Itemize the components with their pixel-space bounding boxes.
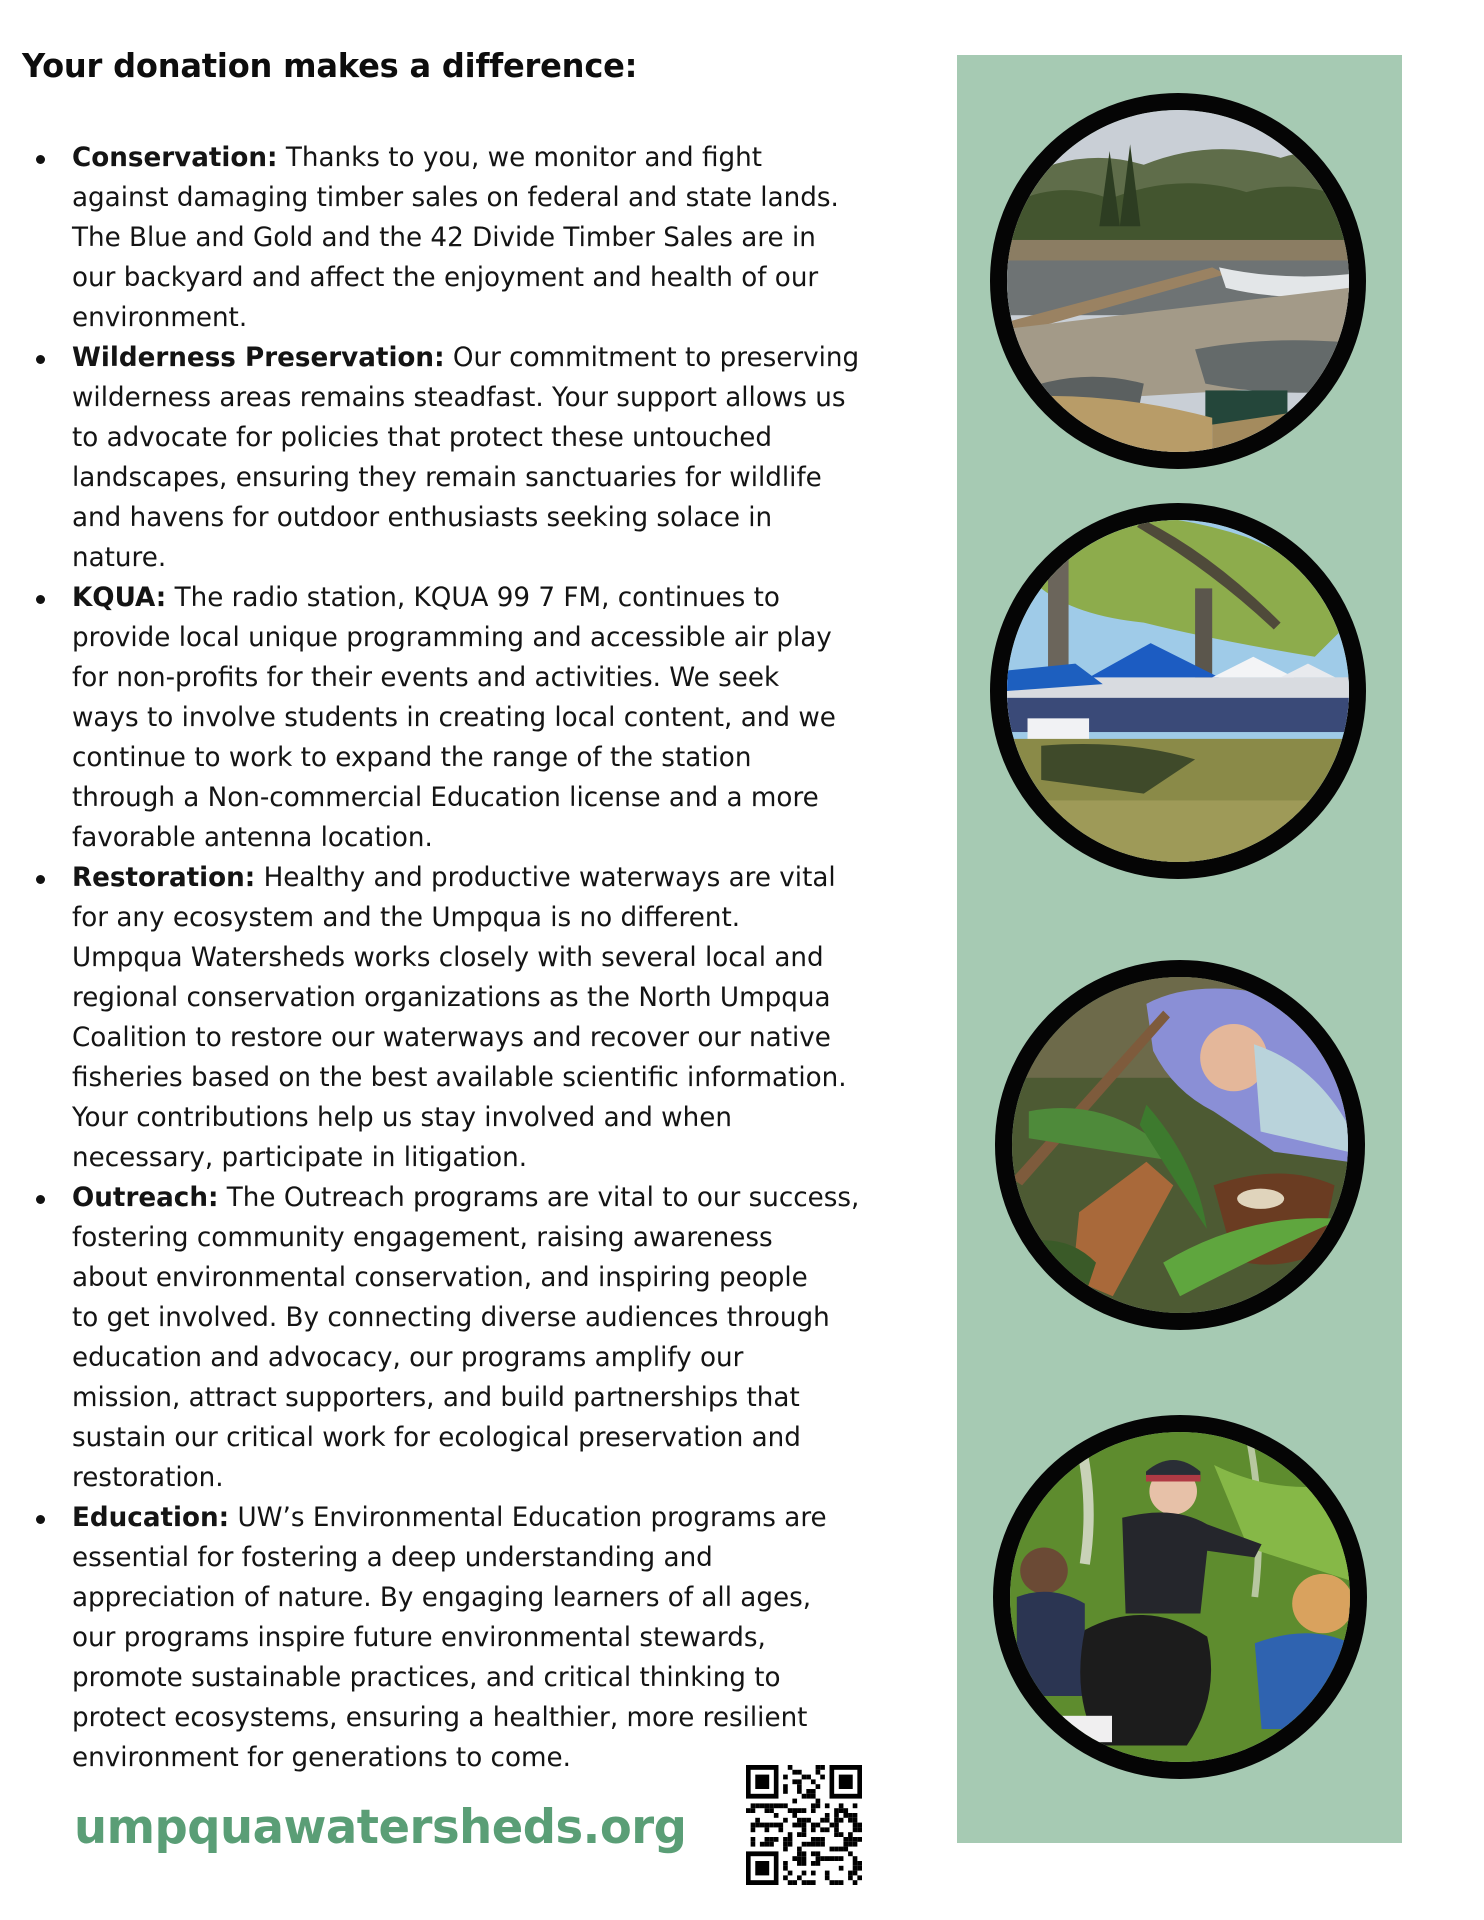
qr-module [806, 1818, 811, 1823]
qr-module [820, 1827, 825, 1832]
page-heading: Your donation makes a difference: [22, 46, 638, 85]
qr-module [760, 1823, 765, 1828]
qr-module [853, 1871, 858, 1876]
qr-module [853, 1827, 858, 1832]
text-line [72, 858, 930, 898]
qr-module [811, 1827, 816, 1832]
item-text: essential for fostering a deep understanding and [72, 1542, 713, 1573]
qr-module [806, 1775, 811, 1780]
qr-module [811, 1779, 816, 1784]
text-line [72, 1018, 930, 1058]
qr-module [848, 1832, 853, 1837]
qr-module [853, 1818, 858, 1823]
qr-module [751, 1808, 756, 1813]
qr-module [774, 1803, 779, 1808]
text-line [72, 1578, 930, 1618]
qr-module [820, 1837, 825, 1842]
qr-module [792, 1856, 797, 1861]
qr-module [839, 1775, 853, 1789]
qr-module [797, 1770, 802, 1775]
qr-module [834, 1818, 839, 1823]
text-line [72, 898, 930, 938]
item-text: wilderness areas remains steadfast. Your support allows us [72, 382, 846, 413]
item-text: continue to work to expand the range of the station [72, 742, 752, 773]
text-line [72, 458, 930, 498]
qr-module [816, 1837, 821, 1842]
text-line [72, 1418, 930, 1458]
text-line [72, 1618, 930, 1658]
qr-module [839, 1818, 844, 1823]
item-text: for non-profits for their events and activities. We seek [72, 662, 780, 693]
text-line [72, 418, 930, 458]
qr-module [788, 1765, 793, 1770]
item-text: education and advocacy, our programs amplify our [72, 1342, 744, 1373]
list-item [0, 338, 940, 578]
item-term: Restoration: [72, 862, 256, 893]
item-text: necessary, participate in litigation. [72, 1142, 528, 1173]
qr-module [769, 1842, 774, 1847]
qr-module [848, 1842, 853, 1847]
qr-module [802, 1842, 807, 1847]
qr-module [774, 1813, 779, 1818]
qr-module [769, 1837, 774, 1842]
qr-module [792, 1823, 797, 1828]
qr-module [830, 1856, 835, 1861]
qr-module [843, 1837, 848, 1842]
qr-module [792, 1779, 797, 1784]
qr-module [825, 1803, 830, 1808]
qr-module [848, 1875, 853, 1880]
qr-module [820, 1775, 825, 1780]
qr-module [797, 1851, 802, 1856]
qr-module [816, 1823, 821, 1828]
qr-module [839, 1803, 844, 1808]
qr-module [811, 1842, 816, 1847]
qr-module [843, 1813, 848, 1818]
text-line [72, 298, 930, 338]
qr-module [792, 1880, 797, 1885]
qr-module [825, 1856, 830, 1861]
qr-module [848, 1813, 853, 1818]
qr-module [751, 1842, 756, 1847]
qr-module [816, 1856, 821, 1861]
qr-module [755, 1818, 760, 1823]
qr-module [853, 1842, 858, 1847]
qr-module [857, 1875, 862, 1880]
bullet-icon [36, 355, 45, 364]
qr-module [783, 1803, 788, 1808]
item-text: Umpqua Watersheds works closely with several local and [72, 942, 824, 973]
qr-code-icon[interactable] [746, 1765, 862, 1885]
qr-module [792, 1770, 797, 1775]
item-text: sustain our critical work for ecological preservation and [72, 1422, 801, 1453]
item-text: appreciation of nature. By engaging learners of all ages, [72, 1582, 812, 1613]
text-line [72, 1458, 930, 1498]
qr-module [792, 1808, 797, 1813]
qr-module [788, 1842, 793, 1847]
qr-module [751, 1803, 756, 1808]
qr-module [825, 1827, 830, 1832]
qr-module [797, 1789, 802, 1794]
qr-module [811, 1880, 816, 1885]
qr-module [839, 1832, 844, 1837]
item-text: through a Non-commercial Education license and a more [72, 782, 819, 813]
qr-module [802, 1775, 807, 1780]
item-text: environment. [72, 302, 248, 333]
qr-module [843, 1808, 848, 1813]
qr-module [848, 1871, 853, 1876]
item-text: The radio station, KQUA 99 7 FM, continues to [166, 582, 780, 613]
text-line [72, 258, 930, 298]
list-item [0, 1178, 940, 1498]
qr-module [820, 1765, 825, 1770]
qr-module [751, 1827, 756, 1832]
text-line [72, 1378, 930, 1418]
item-text: The Outreach programs are vital to our success, [218, 1182, 860, 1213]
qr-module [797, 1818, 802, 1823]
qr-module [797, 1856, 802, 1861]
item-text: ways to involve students in creating local content, and we [72, 702, 836, 733]
qr-module [830, 1847, 835, 1852]
qr-module [783, 1847, 788, 1852]
text-line [72, 1218, 930, 1258]
text-line [72, 498, 930, 538]
qr-module [834, 1847, 839, 1852]
qr-module [825, 1871, 830, 1876]
qr-module [792, 1799, 797, 1804]
qr-module [816, 1765, 821, 1770]
bullet-icon [36, 1195, 45, 1204]
text-line [72, 538, 930, 578]
text-line [72, 178, 930, 218]
qr-module [857, 1823, 862, 1828]
qr-module [811, 1851, 816, 1856]
qr-module [755, 1823, 760, 1828]
qr-module [765, 1837, 770, 1842]
qr-module [816, 1784, 821, 1789]
text-line [72, 1178, 930, 1218]
qr-module [806, 1794, 811, 1799]
qr-module [839, 1808, 844, 1813]
item-text: promote sustainable practices, and critical thinking to [72, 1662, 781, 1693]
qr-module [811, 1823, 816, 1828]
qr-module [848, 1837, 853, 1842]
item-text: Thanks to you, we monitor and fight [277, 142, 762, 173]
qr-module [797, 1847, 802, 1852]
qr-module [788, 1880, 793, 1885]
qr-module [811, 1861, 816, 1866]
qr-module [760, 1803, 765, 1808]
item-text: Healthy and productive waterways are vital [255, 862, 836, 893]
item-text: nature. [72, 542, 167, 573]
text-line [72, 1138, 930, 1178]
qr-module [853, 1837, 858, 1842]
item-text: Our commitment to preserving [444, 342, 860, 373]
qr-module [853, 1856, 858, 1861]
qr-module [751, 1823, 756, 1828]
qr-module [811, 1794, 816, 1799]
text-line [72, 1338, 930, 1378]
qr-module [783, 1818, 788, 1823]
qr-module [783, 1842, 788, 1847]
qr-module [834, 1813, 839, 1818]
qr-module [806, 1880, 811, 1885]
text-line [72, 978, 930, 1018]
text-line [72, 338, 930, 378]
item-text: against damaging timber sales on federal and state lands. [72, 182, 839, 213]
item-text: our backyard and affect the enjoyment and health of our [72, 262, 819, 293]
qr-module [834, 1832, 839, 1837]
qr-module [816, 1842, 821, 1847]
item-term: Outreach: [72, 1182, 219, 1213]
item-text: The Blue and Gold and the 42 Divide Timber Sales are in [72, 222, 816, 253]
bullet-icon [36, 875, 45, 884]
qr-module [802, 1794, 807, 1799]
qr-module [802, 1880, 807, 1885]
qr-module [853, 1813, 858, 1818]
bullet-icon [36, 1515, 45, 1524]
qr-module [839, 1856, 844, 1861]
qr-module [848, 1851, 853, 1856]
qr-module [816, 1861, 821, 1866]
qr-module [825, 1875, 830, 1880]
text-line [72, 1258, 930, 1298]
bullet-icon [36, 595, 45, 604]
qr-module [778, 1827, 783, 1832]
qr-module [802, 1818, 807, 1823]
text-line [72, 618, 930, 658]
qr-module [797, 1784, 802, 1789]
qr-module [783, 1775, 788, 1780]
qr-module [816, 1799, 821, 1804]
qr-module [778, 1823, 783, 1828]
qr-module [825, 1813, 830, 1818]
qr-module [834, 1823, 839, 1828]
item-text: favorable antenna location. [72, 822, 433, 853]
item-text: fisheries based on the best available scientific information. [72, 1062, 847, 1093]
qr-module [802, 1832, 807, 1837]
text-line [72, 818, 930, 858]
qr-module [797, 1808, 802, 1813]
qr-module [848, 1818, 853, 1823]
item-text: our programs inspire future environmental stewards, [72, 1622, 766, 1653]
qr-module [769, 1823, 774, 1828]
qr-module [843, 1842, 848, 1847]
qr-module [811, 1808, 816, 1813]
item-text: for any ecosystem and the Umpqua is no different. [72, 902, 741, 933]
qr-module [755, 1861, 769, 1875]
item-text: landscapes, ensuring they remain sanctuaries for wildlife [72, 462, 822, 493]
qr-module [788, 1832, 793, 1837]
qr-module [857, 1827, 862, 1832]
item-term: Wilderness Preservation: [72, 342, 445, 373]
qr-module [857, 1837, 862, 1842]
qr-module [797, 1779, 802, 1784]
qr-module [857, 1866, 862, 1871]
qr-module [774, 1823, 779, 1828]
item-text: environment for generations to come. [72, 1742, 571, 1773]
qr-module [816, 1851, 821, 1856]
list-item [0, 1498, 940, 1778]
qr-module [853, 1823, 858, 1828]
qr-module [765, 1803, 770, 1808]
qr-module [765, 1823, 770, 1828]
qr-module [820, 1842, 825, 1847]
qr-module [806, 1789, 811, 1794]
text-line [72, 1658, 930, 1698]
qr-module [853, 1861, 858, 1866]
qr-module [783, 1784, 788, 1789]
qr-module [857, 1861, 862, 1866]
qr-module [816, 1770, 821, 1775]
qr-module [802, 1861, 807, 1866]
text-line [72, 658, 930, 698]
qr-module [834, 1856, 839, 1861]
qr-module [811, 1789, 816, 1794]
text-line [72, 1298, 930, 1338]
nature-education-group-photo [993, 1415, 1367, 1779]
text-line [72, 578, 930, 618]
qr-module [778, 1803, 783, 1808]
text-line [72, 138, 930, 178]
qr-module [806, 1842, 811, 1847]
bullet-icon [36, 155, 45, 164]
qr-module [797, 1861, 802, 1866]
list-item [0, 858, 940, 1178]
outdoor-event-tents-photo [990, 503, 1366, 879]
item-text: Coalition to restore our waterways and recover our native [72, 1022, 831, 1053]
item-text: restoration. [72, 1462, 224, 1493]
text-line [72, 1098, 930, 1138]
list-item [0, 578, 940, 858]
qr-module [792, 1813, 797, 1818]
qr-module [788, 1808, 793, 1813]
qr-module [765, 1808, 770, 1813]
qr-module [802, 1808, 807, 1813]
qr-module [774, 1837, 779, 1842]
item-text: about environmental conservation, and inspiring people [72, 1262, 808, 1293]
qr-module [830, 1823, 835, 1828]
qr-module [820, 1818, 825, 1823]
item-text: UW’s Environmental Education programs are [229, 1502, 827, 1533]
item-text: provide local unique programming and accessible air play [72, 622, 832, 653]
website-url[interactable]: umpquawatersheds.org [74, 1800, 687, 1855]
qr-module [783, 1861, 788, 1866]
qr-module [802, 1856, 807, 1861]
qr-module [811, 1837, 816, 1842]
qr-module [788, 1837, 793, 1842]
qr-module [802, 1823, 807, 1828]
qr-module [783, 1789, 788, 1794]
qr-module [811, 1871, 816, 1876]
qr-module [834, 1880, 839, 1885]
qr-module [751, 1837, 756, 1842]
item-text: fostering community engagement, raising awareness [72, 1222, 773, 1253]
qr-module [811, 1803, 816, 1808]
qr-module [802, 1871, 807, 1876]
item-text: and havens for outdoor enthusiasts seeking solace in [72, 502, 773, 533]
qr-module [820, 1856, 825, 1861]
text-line [72, 938, 930, 978]
qr-module [769, 1808, 774, 1813]
benefits-list [0, 138, 940, 1778]
qr-module [834, 1808, 839, 1813]
qr-module [797, 1832, 802, 1837]
text-line [72, 778, 930, 818]
qr-module [760, 1842, 765, 1847]
text-line [72, 1538, 930, 1578]
qr-module [783, 1875, 788, 1880]
qr-module [839, 1866, 844, 1871]
text-line [72, 1498, 930, 1538]
river-dam-photo [990, 93, 1366, 469]
item-term: KQUA: [72, 582, 167, 613]
item-text: to advocate for policies that protect these untouched [72, 422, 773, 453]
qr-module [755, 1775, 769, 1789]
qr-module [765, 1827, 770, 1832]
qr-module [802, 1851, 807, 1856]
text-line [72, 378, 930, 418]
item-term: Conservation: [72, 142, 278, 173]
item-text: mission, attract supporters, and build partnerships that [72, 1382, 800, 1413]
qr-module [839, 1880, 844, 1885]
qr-module [825, 1818, 830, 1823]
item-text: protect ecosystems, ensuring a healthier, more resilient [72, 1702, 808, 1733]
text-line [72, 1698, 930, 1738]
qr-module [834, 1827, 839, 1832]
item-text: regional conservation organizations as the North Umpqua [72, 982, 831, 1013]
qr-module [769, 1803, 774, 1808]
qr-module [802, 1827, 807, 1832]
text-line [72, 698, 930, 738]
item-text: Your contributions help us stay involved and when [72, 1102, 732, 1133]
qr-module [830, 1880, 835, 1885]
qr-module [783, 1866, 788, 1871]
qr-module [816, 1803, 821, 1808]
qr-module [853, 1866, 858, 1871]
text-line [72, 738, 930, 778]
qr-module [755, 1803, 760, 1808]
qr-module [843, 1847, 848, 1852]
text-line [72, 218, 930, 258]
qr-module [839, 1847, 844, 1852]
list-item [0, 138, 940, 338]
text-line [72, 1058, 930, 1098]
qr-module [765, 1842, 770, 1847]
qr-module [788, 1871, 793, 1876]
qr-module [797, 1875, 802, 1880]
qr-module [853, 1880, 858, 1885]
qr-module [746, 1808, 751, 1813]
qr-module [853, 1803, 858, 1808]
qr-module [783, 1837, 788, 1842]
child-ferns-forest-photo [995, 960, 1365, 1330]
item-text: to get involved. By connecting diverse audiences through [72, 1302, 830, 1333]
qr-module [797, 1823, 802, 1828]
item-term: Education: [72, 1502, 230, 1533]
